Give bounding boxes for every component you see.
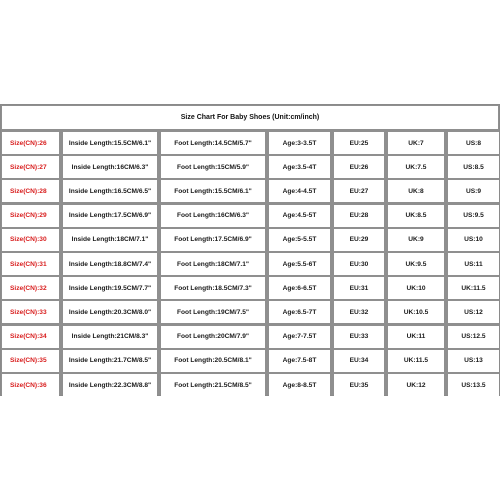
- size-cn-cell: Size(CN):33: [2, 301, 59, 323]
- inside-length-cell: Inside Length:15.5CM/6.1": [63, 132, 157, 154]
- inside-length-cell: Inside Length:17.5CM/6.9": [63, 205, 157, 227]
- us-size-cell: US:9: [448, 180, 499, 202]
- age-cell: Age:5.5-6T: [269, 253, 330, 275]
- us-size-cell: US:8: [448, 132, 499, 154]
- table-row: [2, 277, 500, 299]
- eu-size-cell: EU:29: [334, 229, 384, 251]
- size-cn-cell: Size(CN):34: [2, 326, 59, 348]
- us-size-cell: US:13.5: [448, 374, 499, 396]
- uk-size-cell: UK:8.5: [388, 205, 444, 227]
- eu-size-cell: EU:25: [334, 132, 384, 154]
- uk-size-cell: UK:9.5: [388, 253, 444, 275]
- size-cn-cell: Size(CN):36: [2, 374, 59, 396]
- eu-size-cell: EU:30: [334, 253, 384, 275]
- size-cn-cell: Size(CN):28: [2, 180, 59, 202]
- foot-length-cell: Foot Length:20CM/7.9": [161, 326, 265, 348]
- age-cell: Age:8-8.5T: [269, 374, 330, 396]
- age-cell: Age:4.5-5T: [269, 205, 330, 227]
- table-row: [2, 229, 500, 251]
- inside-length-cell: Inside Length:20.3CM/8.0": [63, 301, 157, 323]
- us-size-cell: US:11: [448, 253, 499, 275]
- foot-length-cell: Foot Length:20.5CM/8.1": [161, 350, 265, 372]
- eu-size-cell: EU:27: [334, 180, 384, 202]
- table-title: Size Chart For Baby Shoes (Unit:cm/inch): [2, 106, 498, 129]
- foot-length-cell: Foot Length:19CM/7.5": [161, 301, 265, 323]
- eu-size-cell: EU:35: [334, 374, 384, 396]
- inside-length-cell: Inside Length:18CM/7.1": [63, 229, 157, 251]
- size-cn-cell: Size(CN):30: [2, 229, 59, 251]
- table-row: [2, 253, 500, 275]
- age-cell: Age:5-5.5T: [269, 229, 330, 251]
- size-cn-cell: Size(CN):31: [2, 253, 59, 275]
- table-row: [2, 205, 500, 227]
- foot-length-cell: Foot Length:17.5CM/6.9": [161, 229, 265, 251]
- eu-size-cell: EU:34: [334, 350, 384, 372]
- table-row: [2, 132, 500, 154]
- eu-size-cell: EU:26: [334, 156, 384, 178]
- inside-length-cell: Inside Length:21.7CM/8.5": [63, 350, 157, 372]
- us-size-cell: US:12.5: [448, 326, 499, 348]
- age-cell: Age:3.5-4T: [269, 156, 330, 178]
- us-size-cell: UK:11.5: [448, 277, 499, 299]
- size-cn-cell: Size(CN):35: [2, 350, 59, 372]
- foot-length-cell: Foot Length:14.5CM/5.7": [161, 132, 265, 154]
- uk-size-cell: UK:10: [388, 277, 444, 299]
- uk-size-cell: UK:11.5: [388, 350, 444, 372]
- inside-length-cell: Inside Length:22.3CM/8.8": [63, 374, 157, 396]
- foot-length-cell: Foot Length:15CM/5.9": [161, 156, 265, 178]
- age-cell: Age:7.5-8T: [269, 350, 330, 372]
- us-size-cell: US:8.5: [448, 156, 499, 178]
- size-cn-cell: Size(CN):26: [2, 132, 59, 154]
- size-cn-cell: Size(CN):32: [2, 277, 59, 299]
- foot-length-cell: Foot Length:18.5CM/7.3": [161, 277, 265, 299]
- age-cell: Age:4-4.5T: [269, 180, 330, 202]
- table-row: [2, 301, 500, 323]
- inside-length-cell: Inside Length:21CM/8.3": [63, 326, 157, 348]
- age-cell: Age:3-3.5T: [269, 132, 330, 154]
- uk-size-cell: UK:12: [388, 374, 444, 396]
- inside-length-cell: Inside Length:18.8CM/7.4": [63, 253, 157, 275]
- age-cell: Age:6-6.5T: [269, 277, 330, 299]
- uk-size-cell: UK:10.5: [388, 301, 444, 323]
- us-size-cell: US:9.5: [448, 205, 499, 227]
- uk-size-cell: UK:7.5: [388, 156, 444, 178]
- foot-length-cell: Foot Length:21.5CM/8.5": [161, 374, 265, 396]
- size-cn-cell: Size(CN):27: [2, 156, 59, 178]
- table-row: [2, 180, 500, 202]
- age-cell: Age:6.5-7T: [269, 301, 330, 323]
- size-chart-table: [0, 104, 500, 396]
- table-row: [2, 326, 500, 348]
- foot-length-cell: Foot Length:18CM/7.1": [161, 253, 265, 275]
- inside-length-cell: Inside Length:16CM/6.3": [63, 156, 157, 178]
- table-row: [2, 350, 500, 372]
- us-size-cell: US:12: [448, 301, 499, 323]
- eu-size-cell: EU:33: [334, 326, 384, 348]
- uk-size-cell: UK:11: [388, 326, 444, 348]
- table-row: [2, 374, 500, 396]
- age-cell: Age:7-7.5T: [269, 326, 330, 348]
- eu-size-cell: EU:31: [334, 277, 384, 299]
- eu-size-cell: EU:28: [334, 205, 384, 227]
- table-row: [2, 156, 500, 178]
- uk-size-cell: UK:7: [388, 132, 444, 154]
- inside-length-cell: Inside Length:19.5CM/7.7": [63, 277, 157, 299]
- us-size-cell: US:10: [448, 229, 499, 251]
- foot-length-cell: Foot Length:16CM/6.3": [161, 205, 265, 227]
- inside-length-cell: Inside Length:16.5CM/6.5": [63, 180, 157, 202]
- uk-size-cell: UK:9: [388, 229, 444, 251]
- foot-length-cell: Foot Length:15.5CM/6.1": [161, 180, 265, 202]
- eu-size-cell: EU:32: [334, 301, 384, 323]
- uk-size-cell: UK:8: [388, 180, 444, 202]
- size-cn-cell: Size(CN):29: [2, 205, 59, 227]
- us-size-cell: US:13: [448, 350, 499, 372]
